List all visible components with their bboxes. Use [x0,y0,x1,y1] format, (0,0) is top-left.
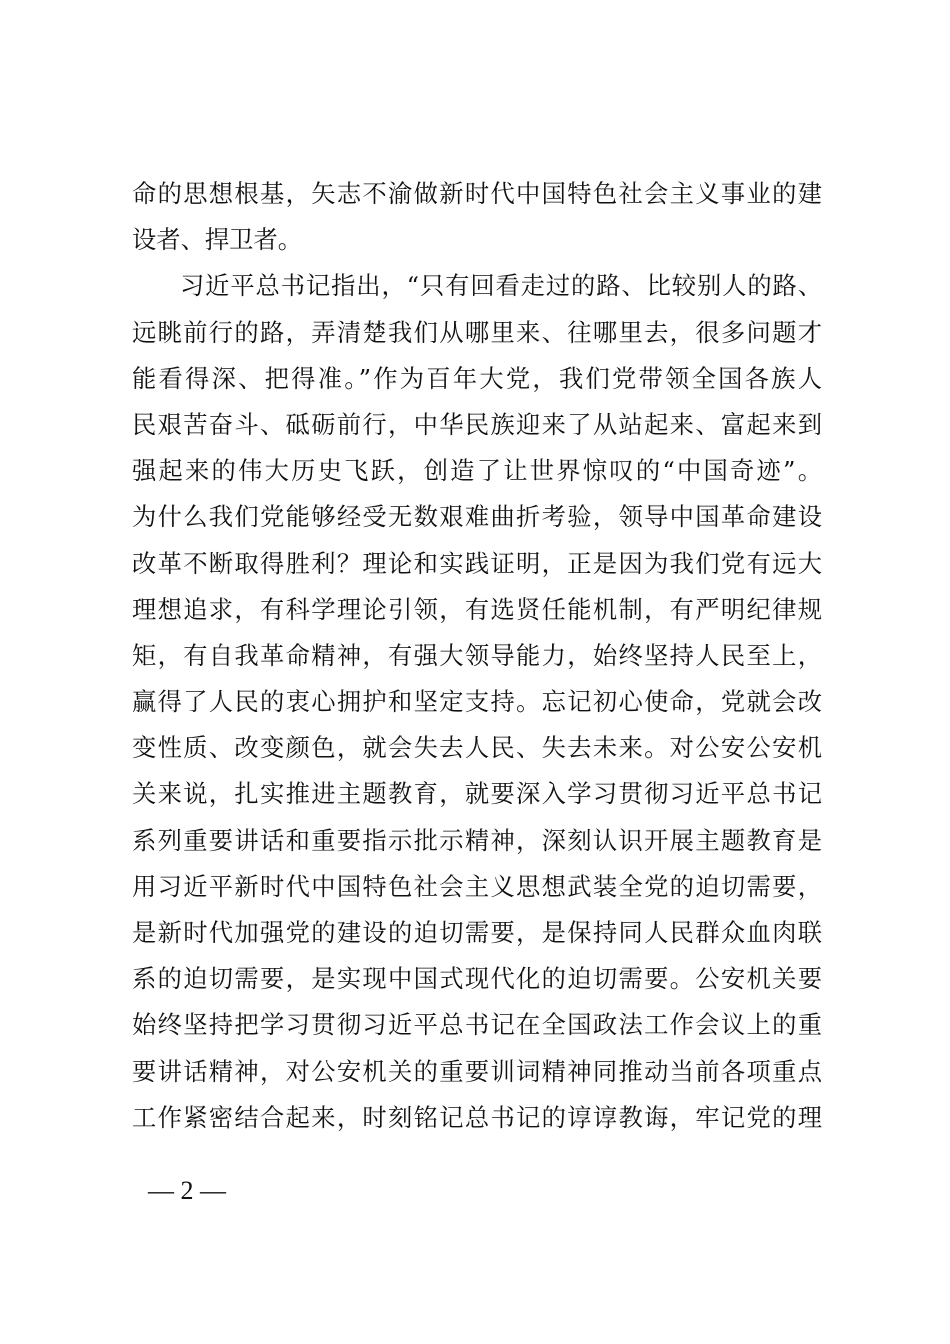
text-line: 赢得了人民的衷心拥护和坚定支持。忘记初心使命，党就会改 [132,687,822,717]
text-line: 矩，有自我革命精神，有强大领导能力，始终坚持人民至上， [132,640,822,670]
text-line: 始终坚持把学习贯彻习近平总书记在全国政法工作会议上的重 [132,1010,822,1040]
text-line: 民艰苦奋斗、砥砺前行，中华民族迎来了从站起来、富起来到 [132,409,822,439]
text-line: 系列重要讲话和重要指示批示精神，深刻认识开展主题教育是 [132,825,822,855]
text-line: 系的迫切需要，是实现中国式现代化的迫切需要。公安机关要 [132,964,822,994]
text-line: 是新时代加强党的建设的迫切需要，是保持同人民群众血肉联 [132,918,822,947]
text-line: 习近平总书记指出，“只有回看走过的路、比较别人的路、 [180,271,822,301]
text-line: 用习近平新时代中国特色社会主义思想武装全党的迫切需要， [132,871,822,901]
text-line: 为什么我们党能够经受无数艰难曲折考验，领导中国革命建设 [132,502,822,532]
text-line: 远眺前行的路，弄清楚我们从哪里来、往哪里去，很多问题才 [132,317,822,347]
text-line: 变性质、改变颜色，就会失去人民、失去未来。对公安公安机 [132,733,822,763]
text-line: 能看得深、把得准。”作为百年大党，我们党带领全国各族人 [132,363,822,393]
text-line: 关来说，扎实推进主题教育，就要深入学习贯彻习近平总书记 [132,779,822,809]
text-line: 命的思想根基，矢志不渝做新时代中国特色社会主义事业的建 [132,179,822,208]
text-line: 改革不断取得胜利？理论和实践证明，正是因为我们党有远大 [132,548,822,578]
text-line: 工作紧密结合起来，时刻铭记总书记的谆谆教诲，牢记党的理 [132,1102,822,1132]
text-line: 要讲话精神，对公安机关的重要训词精神同推动当前各项重点 [132,1056,822,1086]
text-line: 设者、捍卫者。 [132,225,303,255]
text-line: 理想追求，有科学理论引领，有选贤任能机制，有严明纪律规 [132,594,822,624]
page-number: — 2 — [148,1176,226,1205]
text-line: 强起来的伟大历史飞跃，创造了让世界惊叹的“中国奇迹”。 [132,456,822,486]
body-text [132,171,822,1141]
